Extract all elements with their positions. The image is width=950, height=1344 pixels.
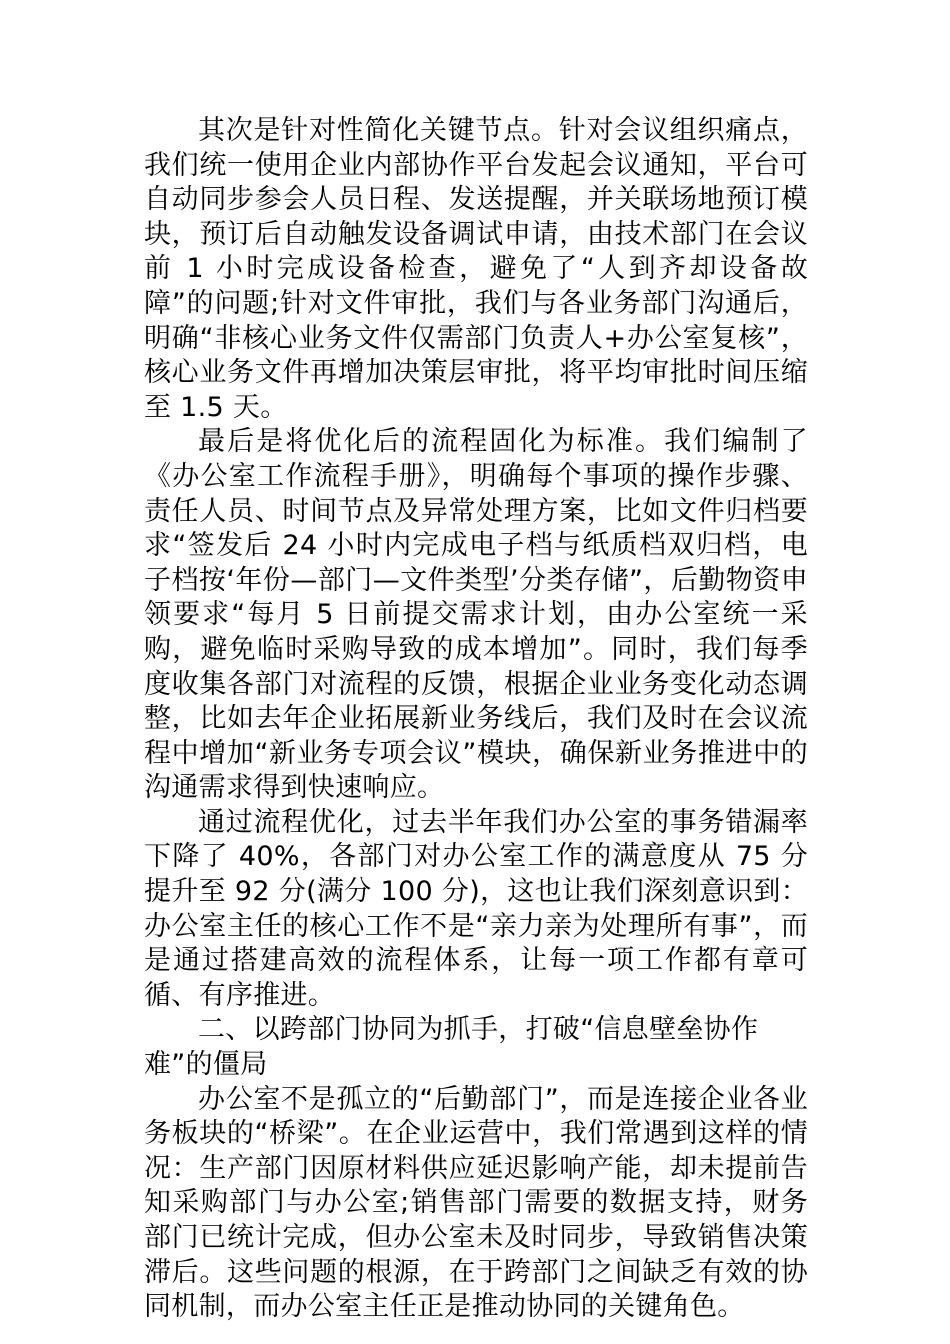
- paragraph-simplify-key-nodes: 其次是针对性简化关键节点。针对会议组织痛点，我们统一使用企业内部协作平台发起会议通知，平台可自动同步参会人员日程、发送提醒，并关联场地预订模块，预订后自动触发设备调试申请，由技术部门在会议前 1 小时完成设备检查，避免了“人到齐却设备故障”的问题;针对文件审批，我们与各业务部门沟通后，明确“非核心业务文件仅需部门负责人+办公室复核”，核心业务文件再增加决策层审批，将平均审批时间压缩至 1.5 天。: [144, 115, 808, 423]
- section-heading-cross-department: 二、以跨部门协同为抓手，打破“信息壁垒协作难”的僵局: [144, 1014, 759, 1081]
- paragraph-optimization-results: 通过流程优化，过去半年我们办公室的事务错漏率下降了 40%，各部门对办公室工作的满意度从 75 分提升至 92 分(满分 100 分)，这也让我们深刻意识到：办公室主任的核心工作不是“亲力亲为处理所有事”，而是通过搭建高效的流程体系，让每一项工作都有章可循、有序推进。: [144, 806, 808, 1011]
- paragraph-standardize-process: 最后是将优化后的流程固化为标准。我们编制了《办公室工作流程手册》，明确每个事项的操作步骤、责任人员、时间节点及异常处理方案，比如文件归档要求“签发后 24 小时内完成电子档与纸质档双归档，电子档按‘年份—部门—文件类型’分类存储”，后勤物资申领要求“每月 5 日前提交需求计划，由办公室统一采购，避免临时采购导致的成本增加”。同时，我们每季度收集各部门对流程的反馈，根据企业业务变化动态调整，比如去年企业拓展新业务线后，我们及时在会议流程中增加“新业务专项会议”模块，确保新业务推进中的沟通需求得到快速响应。: [144, 426, 808, 804]
- paragraph-office-as-bridge: 办公室不是孤立的“后勤部门”，而是连接企业各业务板块的“桥梁”。在企业运营中，我们常遇到这样的情况：生产部门因原材料供应延迟影响产能，却未提前告知采购部门与办公室;销售部门需要的数据支持，财务部门已统计完成，但办公室未及时同步，导致销售决策滞后。这些问题的根源，在于跨部门之间缺乏有效的协同机制，而办公室主任正是推动协同的关键角色。: [144, 1083, 808, 1323]
- document-body: [144, 114, 808, 1325]
